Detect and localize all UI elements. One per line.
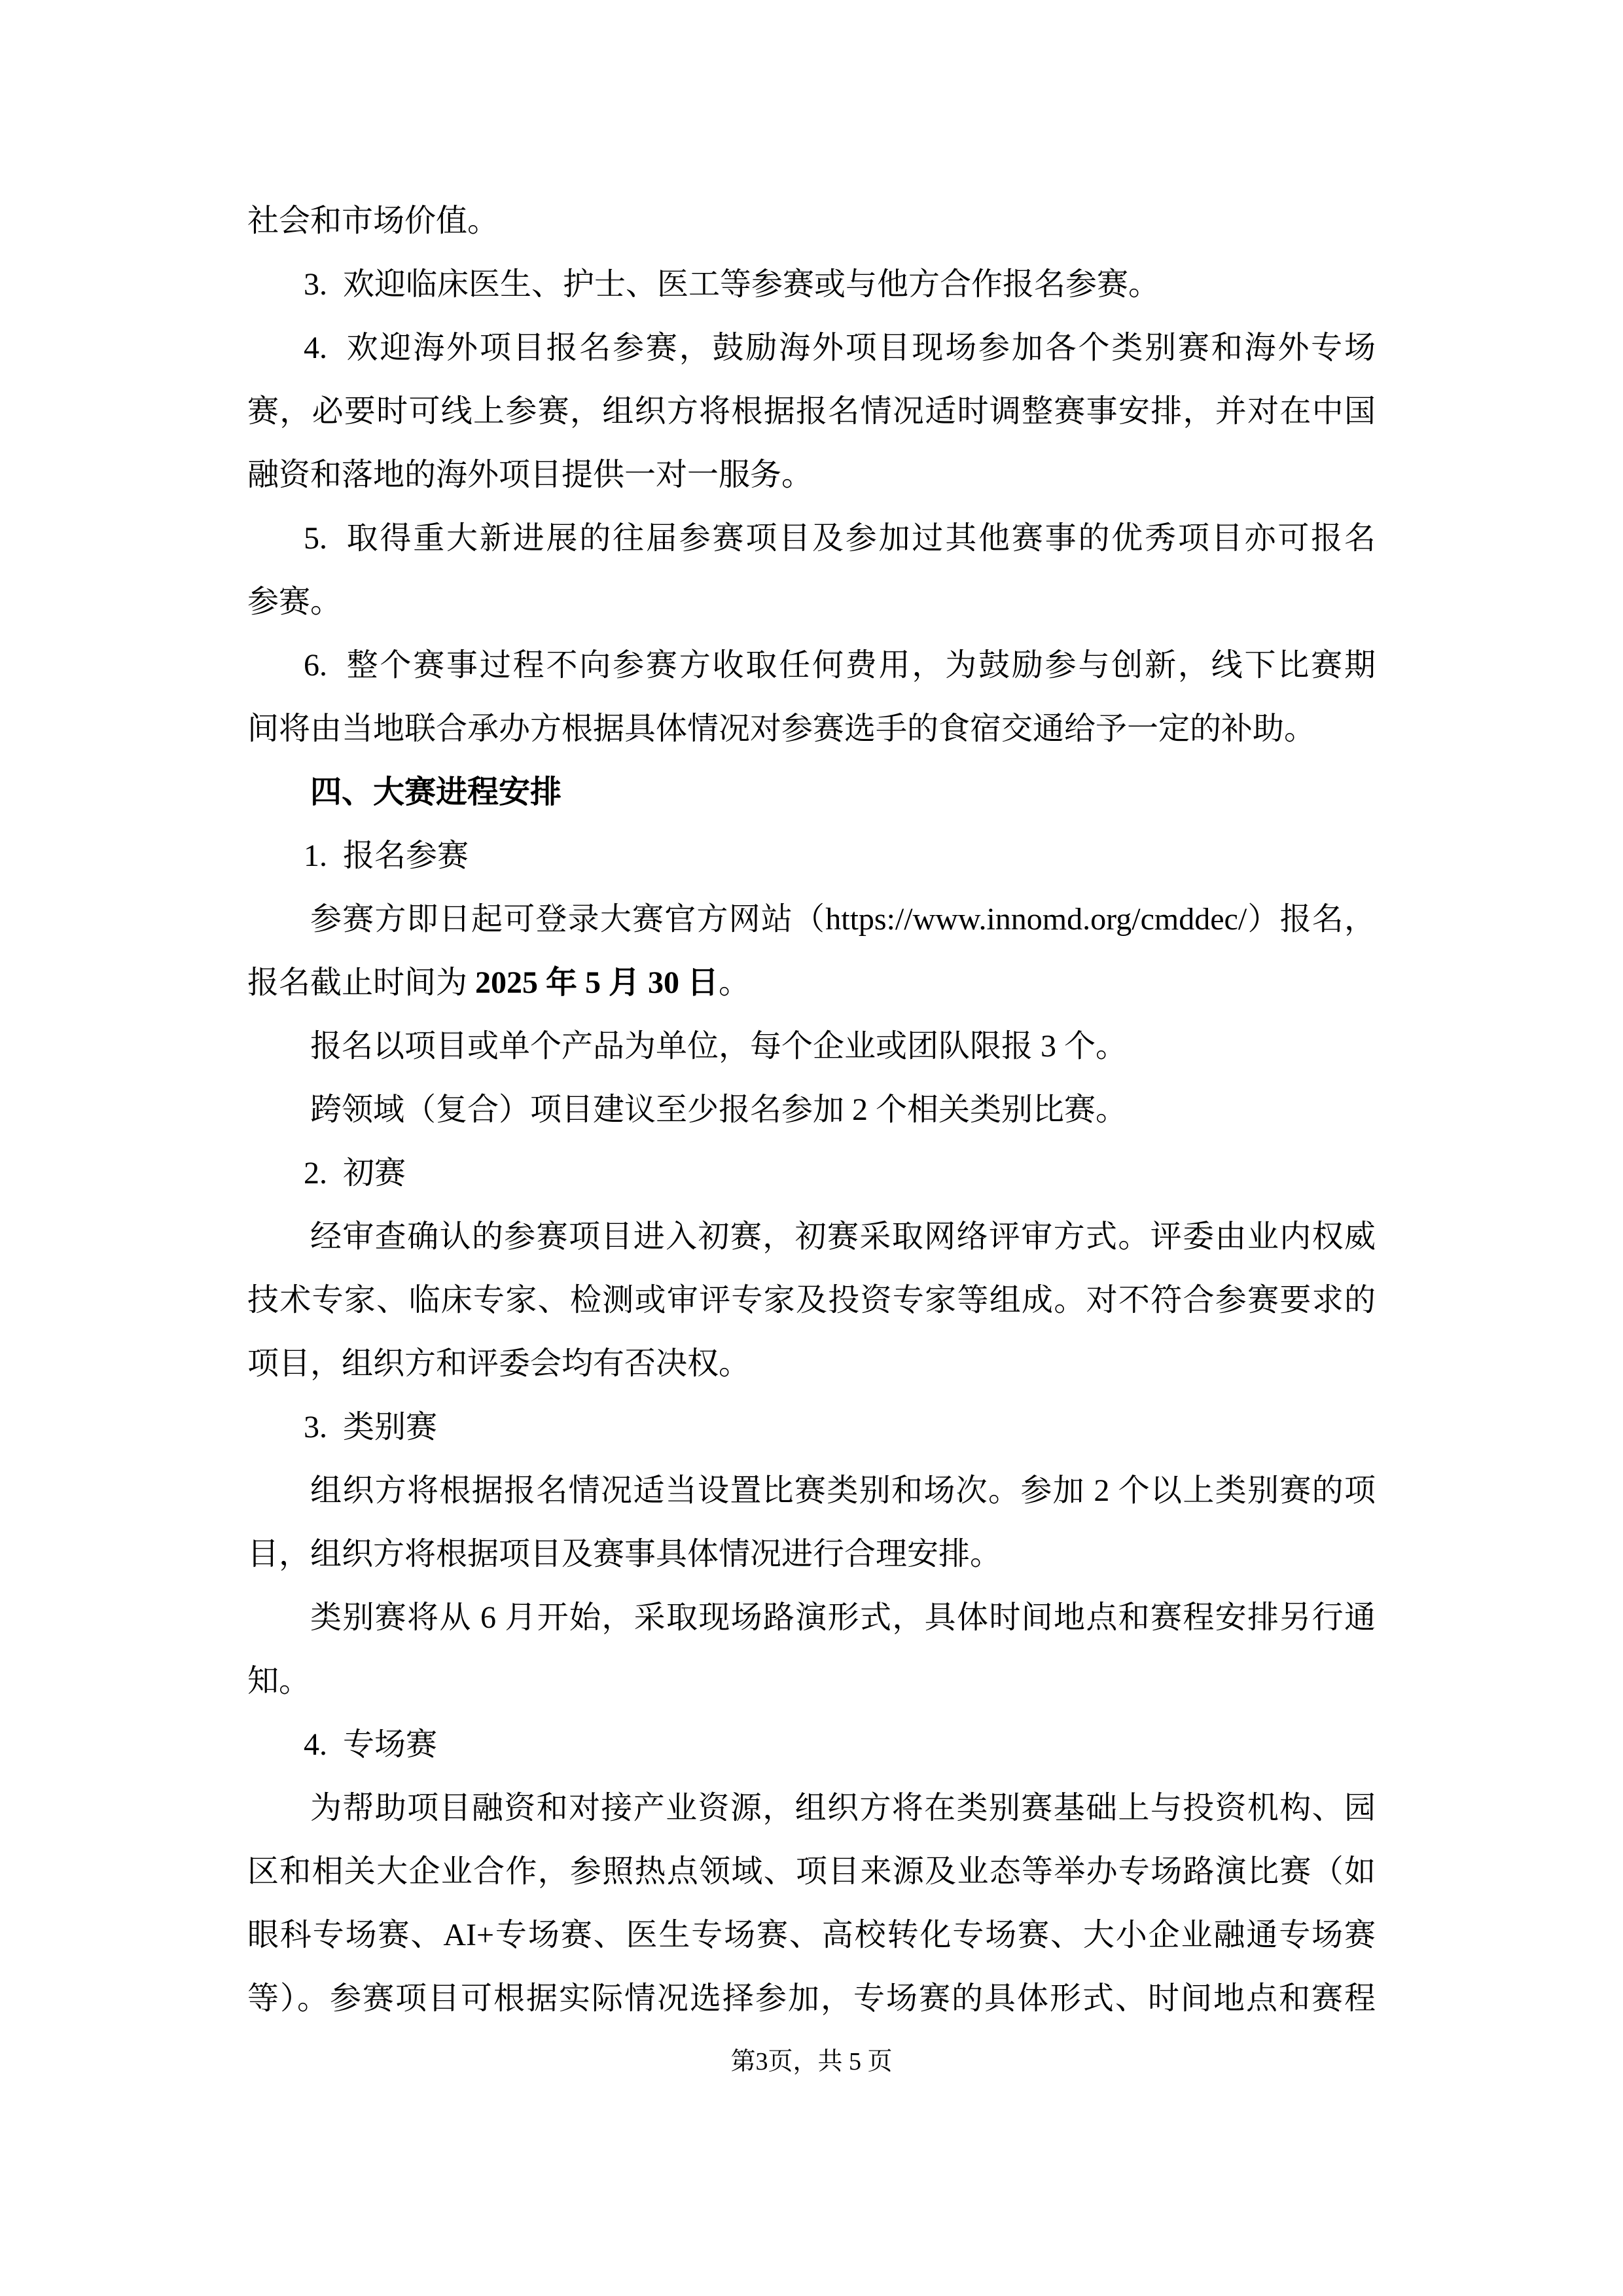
subitem-2-preliminary: 2. 初赛 <box>304 1156 406 1191</box>
list-item-6: 6. 整个赛事过程不向参赛方收取任何费用，为鼓励参与创新，线下比赛期 <box>304 648 1376 683</box>
list-item-5: 5. 取得重大新进展的往届参赛项目及参加过其他赛事的优秀项目亦可报名 <box>304 521 1376 556</box>
deadline-date: 2025 年 5 月 30 日 <box>475 965 719 1000</box>
footer-page-number: 第3页，共 5 页 <box>730 2048 893 2075</box>
text-line: 融资和落地的海外项目提供一对一服务。 <box>247 457 813 492</box>
text-line: 眼科专场赛、AI+专场赛、医生专场赛、高校转化专场赛、大小企业融通专场赛 <box>247 1918 1376 1952</box>
text-line: 间将由当地联合承办方根据具体情况对参赛选手的食宿交通给予一定的补助。 <box>247 711 1316 746</box>
deadline-prefix: 报名截止时间为 <box>247 965 476 1000</box>
text-line: 为帮助项目融资和对接产业资源，组织方将在类别赛基础上与投资机构、园 <box>310 1791 1376 1825</box>
subitem-4-special: 4. 专场赛 <box>304 1727 438 1762</box>
section-heading-4: 四、大赛进程安排 <box>310 775 562 810</box>
text-line: 报名以项目或单个产品为单位，每个企业或团队限报 3 个。 <box>310 1029 1128 1064</box>
text-line: 目，组织方将根据项目及赛事具体情况进行合理安排。 <box>247 1537 1002 1571</box>
list-item-4: 4. 欢迎海外项目报名参赛，鼓励海外项目现场参加各个类别赛和海外专场 <box>304 331 1376 365</box>
subitem-1-signup: 1. 报名参赛 <box>304 838 469 873</box>
list-item-3: 3. 欢迎临床医生、护士、医工等参赛或与他方合作报名参赛。 <box>304 267 1160 302</box>
text-line: 类别赛将从 6 月开始，采取现场路演形式，具体时间地点和赛程安排另行通 <box>310 1600 1376 1635</box>
text-line: 赛，必要时可线上参赛，组织方将根据报名情况适时调整赛事安排，并对在中国 <box>247 394 1376 429</box>
text-line-deadline <box>247 951 1376 1014</box>
text-line: 区和相关大企业合作，参照热点领域、项目来源及业态等举办专场路演比赛（如 <box>247 1854 1376 1889</box>
text-line: 知。 <box>247 1664 311 1698</box>
text-line: 项目，组织方和评委会均有否决权。 <box>247 1346 751 1381</box>
text-line: 参赛。 <box>247 584 342 619</box>
document-body <box>247 189 1376 2030</box>
text-line: 组织方将根据报名情况适当设置比赛类别和场次。参加 2 个以上类别赛的项 <box>310 1473 1376 1508</box>
text-line: 等）。参赛项目可根据实际情况选择参加，专场赛的具体形式、时间地点和赛程 <box>247 1981 1376 2016</box>
subitem-3-category: 3. 类别赛 <box>304 1410 438 1444</box>
text-line: 跨领域（复合）项目建议至少报名参加 2 个相关类别比赛。 <box>310 1092 1128 1127</box>
text-line: 社会和市场价值。 <box>247 204 499 238</box>
text-line: 技术专家、临床专家、检测或审评专家及投资专家等组成。对不符合参赛要求的 <box>247 1283 1376 1318</box>
deadline-suffix: 。 <box>719 965 751 1000</box>
text-line: 经审查确认的参赛项目进入初赛，初赛采取网络评审方式。评委由业内权威 <box>310 1219 1376 1254</box>
text-line-website: 参赛方即日起可登录大赛官方网站（https://www.innomd.org/cmddec/）报名， <box>310 902 1376 937</box>
